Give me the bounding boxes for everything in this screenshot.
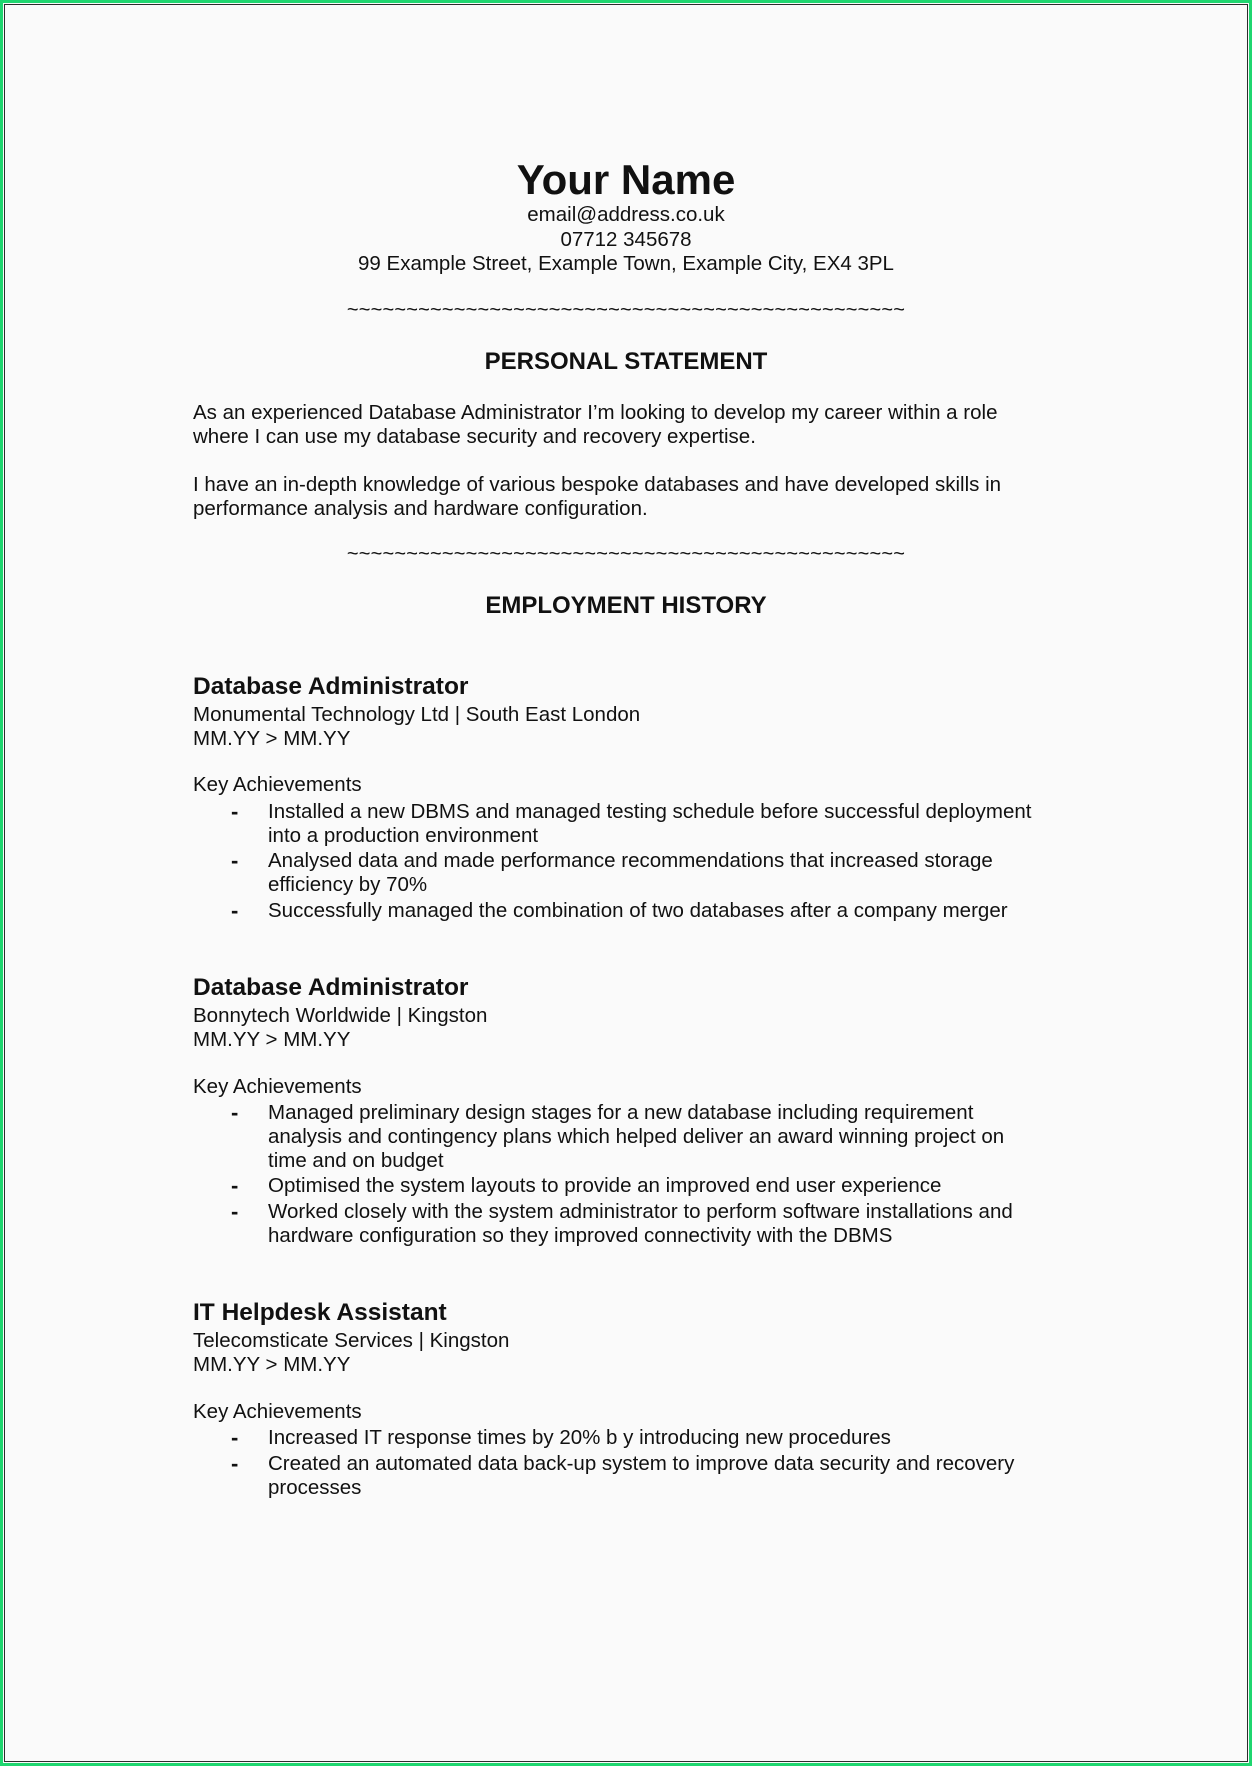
statement-p2-line1: I have an in-depth knowledge of various bespoke databases and have developed skills in bbox=[193, 473, 1002, 496]
achievement-line: analysis and contingency plans which helped deliver an award winning project on bbox=[268, 1125, 1005, 1148]
achievement-line: Successfully managed the combination of two databases after a company merger bbox=[268, 899, 1008, 922]
email: email@address.co.uk bbox=[527, 203, 725, 226]
achievement-line: processes bbox=[268, 1476, 362, 1499]
achievement-line: time and on budget bbox=[268, 1149, 444, 1172]
divider-2: ~~~~~~~~~~~~~~~~~~~~~~~~~~~~~~~~~~~~~~~~~~~~~~~ bbox=[346, 543, 906, 565]
statement-p1-line1: As an experienced Database Administrator I’m looking to develop my career within a role bbox=[193, 401, 998, 424]
job-company: Bonnytech Worldwide | Kingston bbox=[193, 1004, 488, 1027]
bullet-dash: - bbox=[231, 898, 239, 923]
bullet-dash: - bbox=[231, 799, 239, 824]
achievement-line: Optimised the system layouts to provide an improved end user experience bbox=[268, 1174, 942, 1197]
employment-history-heading: EMPLOYMENT HISTORY bbox=[485, 592, 767, 619]
job-title: Database Administrator bbox=[193, 974, 469, 1001]
achievement-line: Analysed data and made performance recommendations that increased storage bbox=[268, 849, 993, 872]
achievement-line: efficiency by 70% bbox=[268, 873, 428, 896]
bullet-dash: - bbox=[231, 1199, 239, 1224]
achievement-line: Managed preliminary design stages for a new database including requirement bbox=[268, 1101, 974, 1124]
phone: 07712 345678 bbox=[560, 228, 692, 251]
key-achievements-label: Key Achievements bbox=[193, 1400, 362, 1423]
job-company: Telecomsticate Services | Kingston bbox=[193, 1329, 510, 1352]
statement-p1-line2: where I can use my database security and recovery expertise. bbox=[193, 425, 756, 448]
job-company: Monumental Technology Ltd | South East London bbox=[193, 703, 641, 726]
achievement-line: into a production environment bbox=[268, 824, 539, 847]
key-achievements-label: Key Achievements bbox=[193, 773, 362, 796]
bullet-dash: - bbox=[231, 1173, 239, 1198]
bullet-dash: - bbox=[231, 1451, 239, 1476]
achievement-line: Increased IT response times by 20% b y introducing new procedures bbox=[268, 1426, 891, 1449]
address: 99 Example Street, Example Town, Example City, EX4 3PL bbox=[358, 252, 894, 275]
achievement-line: Created an automated data back-up system to improve data security and recovery bbox=[268, 1452, 1015, 1475]
job-title: IT Helpdesk Assistant bbox=[193, 1299, 447, 1326]
job-title: Database Administrator bbox=[193, 673, 469, 700]
candidate-name: Your Name bbox=[516, 156, 736, 203]
personal-statement-heading: PERSONAL STATEMENT bbox=[484, 348, 768, 375]
statement-p2-line2: performance analysis and hardware configuration. bbox=[193, 497, 648, 520]
job-dates: MM.YY > MM.YY bbox=[193, 727, 351, 750]
job-dates: MM.YY > MM.YY bbox=[193, 1028, 351, 1051]
achievement-line: hardware configuration so they improved connectivity with the DBMS bbox=[268, 1224, 893, 1247]
bullet-dash: - bbox=[231, 1425, 239, 1450]
bullet-dash: - bbox=[231, 848, 239, 873]
job-dates: MM.YY > MM.YY bbox=[193, 1353, 351, 1376]
achievement-line: Worked closely with the system administrator to perform software installations and bbox=[268, 1200, 1013, 1223]
bullet-dash: - bbox=[231, 1100, 239, 1125]
divider-1: ~~~~~~~~~~~~~~~~~~~~~~~~~~~~~~~~~~~~~~~~~~~~~~~ bbox=[346, 299, 906, 321]
key-achievements-label: Key Achievements bbox=[193, 1075, 362, 1098]
achievement-line: Installed a new DBMS and managed testing schedule before successful deployment bbox=[268, 800, 1032, 823]
